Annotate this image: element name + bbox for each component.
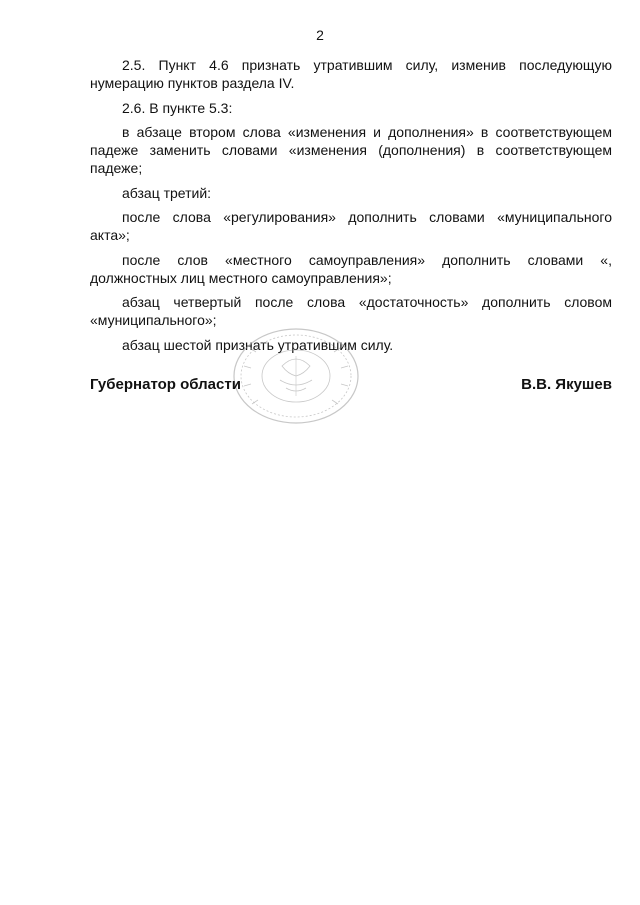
paragraph-second-abzac: в абзаце втором слова «изменения и дополнения» в соответствующем падеже заменить словами «изменения (дополнения) в соответствующем падеже;: [90, 124, 612, 176]
paragraph-2-6: 2.6. В пункте 5.3:: [122, 99, 233, 116]
signature-block: [90, 376, 612, 400]
paragraph-sixth-abzac: абзац шестой признать утратившим силу.: [122, 336, 394, 353]
paragraph-local-government: после слов «местного самоуправления» дополнить словами «, должностных лиц местного самоуправления»;: [90, 251, 612, 286]
paragraph-regulation: после слова «регулирования» дополнить словами «муниципального акта»;: [90, 209, 612, 243]
paragraph-fourth-abzac: абзац четвертый после слова «достаточность» дополнить словом «муниципального»;: [90, 294, 612, 328]
signatory-title: Губернатор области: [90, 376, 241, 393]
paragraph-third-abzac: абзац третий:: [122, 184, 212, 201]
page-number: 2: [316, 27, 324, 43]
document-body: [90, 56, 612, 360]
paragraph-2-5: 2.5. Пункт 4.6 признать утратившим силу, изменив последующую нумерацию пунктов раздела IV.: [90, 57, 612, 91]
signatory-name: В.В. Якушев: [521, 376, 612, 393]
